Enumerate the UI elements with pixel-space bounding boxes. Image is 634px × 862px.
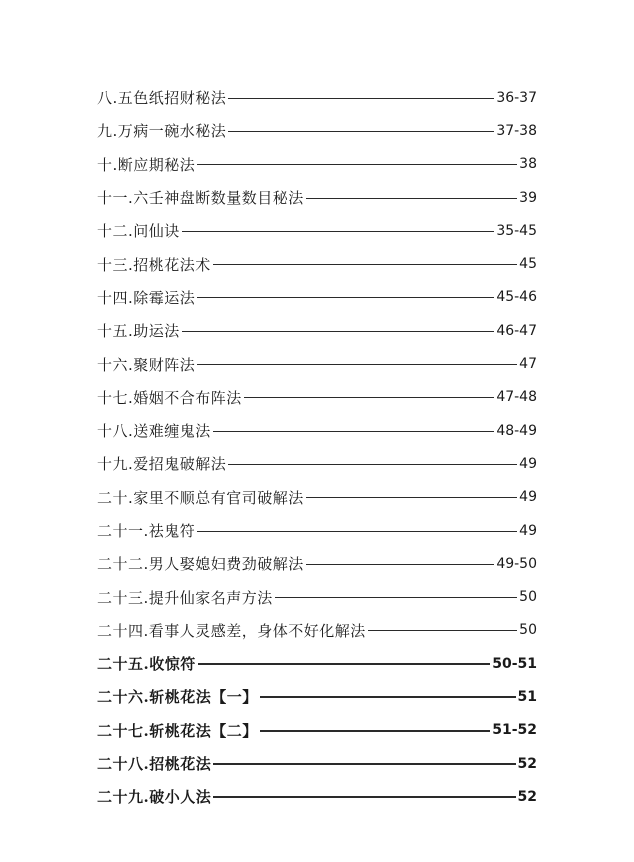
toc-entry-pages: 35-45 bbox=[496, 222, 537, 239]
toc-entry-title: 十四.除霉运法 bbox=[97, 288, 196, 307]
toc-leader-line bbox=[198, 663, 490, 665]
toc-leader-line bbox=[228, 98, 494, 99]
toc-entry-pages: 36-37 bbox=[496, 89, 537, 106]
toc-entry bbox=[97, 181, 537, 214]
toc-entry bbox=[97, 714, 537, 747]
toc-leader-line bbox=[197, 531, 517, 532]
toc-entry bbox=[97, 81, 537, 114]
toc-entry-pages: 51 bbox=[517, 688, 537, 705]
toc-entry-title: 二十八.招桃花法 bbox=[97, 755, 212, 774]
toc-entry-pages: 50 bbox=[519, 622, 537, 639]
toc-leader-line bbox=[197, 297, 494, 298]
toc-leader-line bbox=[197, 364, 517, 365]
toc-leader-line bbox=[260, 730, 490, 732]
toc-entry-title: 十五.助运法 bbox=[97, 322, 180, 341]
toc-entry-pages: 48-49 bbox=[496, 422, 537, 439]
toc-entry-pages: 51-52 bbox=[492, 722, 537, 739]
toc-entry-title: 十一.六壬神盘断数量数目秘法 bbox=[97, 189, 304, 208]
toc-leader-line bbox=[306, 198, 517, 199]
toc-entry-title: 二十七.斩桃花法【二】 bbox=[97, 721, 258, 740]
toc-entry-title: 二十二.男人娶媳妇费劲破解法 bbox=[97, 555, 304, 574]
toc-leader-line bbox=[197, 164, 517, 165]
toc-entry bbox=[97, 148, 537, 181]
toc-entry-pages: 49 bbox=[519, 489, 537, 506]
toc-entry-pages: 49-50 bbox=[496, 555, 537, 572]
toc-entry-title: 二十.家里不顺总有官司破解法 bbox=[97, 488, 304, 507]
toc-leader-line bbox=[213, 431, 495, 432]
toc-entry-pages: 50 bbox=[519, 589, 537, 606]
toc-entry-pages: 38 bbox=[519, 156, 537, 173]
toc-entry bbox=[97, 414, 537, 447]
toc-entry bbox=[97, 614, 537, 647]
toc-entry bbox=[97, 247, 537, 280]
toc-leader-line bbox=[368, 630, 517, 631]
toc-entry bbox=[97, 447, 537, 480]
toc-entry-pages: 37-38 bbox=[496, 122, 537, 139]
toc-entry-title: 二十六.斩桃花法【一】 bbox=[97, 688, 258, 707]
toc-leader-line bbox=[213, 796, 515, 798]
toc-entry-title: 二十九.破小人法 bbox=[97, 788, 212, 807]
toc-leader-line bbox=[306, 497, 517, 498]
toc-entry bbox=[97, 114, 537, 147]
toc-entry-pages: 45 bbox=[519, 256, 537, 273]
toc-entry bbox=[97, 547, 537, 580]
toc-entry-pages: 47-48 bbox=[496, 389, 537, 406]
toc-entry-title: 二十五.收惊符 bbox=[97, 655, 196, 674]
toc-entry-pages: 50-51 bbox=[492, 655, 537, 672]
toc-entry-title: 九.万病一碗水秘法 bbox=[97, 122, 227, 141]
toc-entry bbox=[97, 747, 537, 780]
toc-entry-title: 十三.招桃花法术 bbox=[97, 255, 211, 274]
toc-entry-title: 十.断应期秘法 bbox=[97, 155, 196, 174]
toc-entry-title: 二十一.祛鬼符 bbox=[97, 522, 196, 540]
toc-entry-pages: 52 bbox=[517, 755, 537, 772]
toc-leader-line bbox=[244, 397, 495, 398]
toc-entry bbox=[97, 281, 537, 314]
toc-leader-line bbox=[213, 264, 517, 265]
toc-leader-line bbox=[228, 464, 517, 465]
toc-entry-title: 十六.聚财阵法 bbox=[97, 355, 196, 374]
toc-entry-pages: 45-46 bbox=[496, 289, 537, 306]
toc-entry-pages: 47 bbox=[519, 356, 537, 373]
table-of-contents bbox=[97, 81, 537, 814]
toc-entry-title: 十八.送难缠鬼法 bbox=[97, 422, 211, 441]
toc-leader-line bbox=[228, 131, 494, 132]
toc-entry-title: 二十三.提升仙家名声方法 bbox=[97, 588, 273, 607]
toc-entry-title: 十二.问仙诀 bbox=[97, 222, 180, 241]
toc-leader-line bbox=[260, 696, 516, 698]
toc-entry-title: 十九.爱招鬼破解法 bbox=[97, 455, 227, 474]
toc-entry bbox=[97, 347, 537, 380]
toc-entry bbox=[97, 214, 537, 247]
toc-leader-line bbox=[213, 763, 515, 765]
toc-entry bbox=[97, 381, 537, 414]
toc-entry bbox=[97, 780, 537, 813]
toc-entry bbox=[97, 680, 537, 713]
toc-entry bbox=[97, 314, 537, 347]
toc-entry-pages: 46-47 bbox=[496, 322, 537, 339]
toc-entry-title: 八.五色纸招财秘法 bbox=[97, 89, 227, 108]
toc-entry-pages: 49 bbox=[519, 455, 537, 472]
toc-entry bbox=[97, 580, 537, 613]
toc-entry bbox=[97, 514, 537, 547]
toc-entry-pages: 39 bbox=[519, 189, 537, 206]
toc-leader-line bbox=[182, 231, 495, 232]
toc-entry-pages: 49 bbox=[519, 522, 537, 539]
toc-entry bbox=[97, 647, 537, 680]
toc-leader-line bbox=[306, 564, 495, 565]
toc-leader-line bbox=[182, 331, 495, 332]
toc-entry-title: 二十四.看事人灵感差，身体不好化解法 bbox=[97, 621, 366, 640]
toc-entry-pages: 52 bbox=[517, 788, 537, 805]
toc-leader-line bbox=[275, 597, 517, 598]
toc-entry bbox=[97, 481, 537, 514]
toc-entry-title: 十七.婚姻不合布阵法 bbox=[97, 388, 242, 407]
